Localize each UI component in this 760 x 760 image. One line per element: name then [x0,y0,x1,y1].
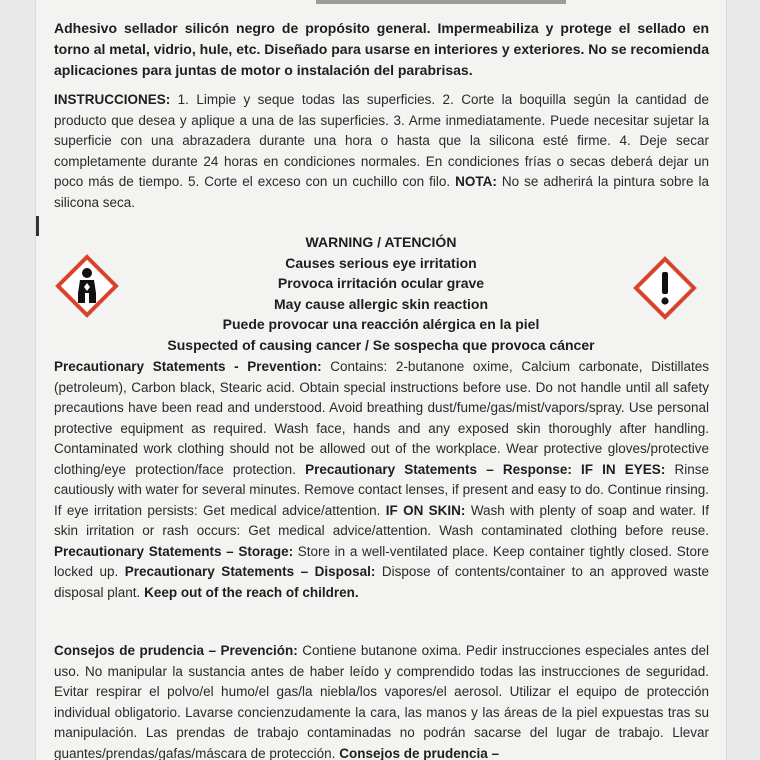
instructions-body: 1. Limpie y seque todas las superficies. 2. Corte la boquilla según la cantidad de producto que desea y aplique a una de las superficies. 3. Arme inmediatamente. Puede necesitar sujetar la superficie con una abrazadera durante una hora o hasta que la silicona esté firme. 4. Deje secar completamente durante 24 horas en condiciones normales. En condiciones frías o secas deberá dejar un poco más de tiempo. 5. Corte el exceso con un cuchillo con filo. [54,92,709,189]
instructions-paragraph [54,90,709,213]
hazard-line-1: Causes serious eye irritation [285,254,477,271]
intro-text: Adhesivo sellador silicón negro de propósito general. Impermeabiliza y protege el sellado en torno al metal, vidrio, hule, etc. Diseñado para usarse en interiores y exteriores. No se recomienda aplicaciones para juntas de motor o instalación del parabrisas. [54,20,709,78]
disposal-text: Dispose of contents/container to an approved waste disposal plant. [54,564,709,600]
hazard-line-3: May cause allergic skin reaction [274,295,488,312]
consejos-tail-label: Consejos de prudencia – [339,745,499,760]
exclamation-icon [632,255,698,321]
warning-block [156,232,606,355]
hazard-line-5: Suspected of causing cancer / Se sospecha que provoca cáncer [167,336,595,353]
response-label: Precautionary Statements – Response: [305,461,572,477]
health-hazard-icon [54,253,120,319]
prevention-label: Precautionary Statements - Prevention: [54,359,322,374]
product-label [36,0,726,760]
storage-label: Precautionary Statements – Storage: [54,543,294,559]
skin-text: Wash with plenty of soap and water. If skin irritation or rash occurs: Get medical advice/attention. Wash contaminated clothing before reuse. [54,502,709,538]
note-label: NOTA: [455,174,497,189]
disposal-label: Precautionary Statements – Disposal: [124,564,376,579]
instructions-heading: INSTRUCCIONES: [54,92,171,107]
children-warning: Keep out of the reach of children. [144,584,359,600]
margin-mark [36,216,39,236]
hazard-line-2: Provoca irritación ocular grave [277,275,485,291]
skin-label: IF ON SKIN: [385,502,466,518]
storage-text: Store in a well-ventilated place. Keep container tightly closed. Store locked up. [54,543,709,579]
warning-title: WARNING / ATENCIÓN [305,234,457,250]
consejos-paragraph [54,641,709,760]
consejos-body: Contiene butanone oxima. Pedir instrucciones especiales antes del uso. No manipular la sustancia antes de haber leído y comprendido todas las instrucciones de seguridad. Evitar respirar el polvo/el humo/el gas/la niebla/los vapores/el aerosol. Utilizar el equipo de protección individual obligatorio. Lavarse concienzudamente la cara, las manos y las áreas de la piel expuestas tras su manipulación. Las prendas de trabajo contaminadas no podrán sacarse del lugar de trabajo. Llevar guantes/prendas/gafas/máscara de protección. [54,643,709,760]
hazard-line-4: Puede provocar una reacción alérgica en la piel [222,316,540,332]
consejos-label: Consejos de prudencia – Prevención: [54,643,298,658]
top-rule [316,0,566,4]
precautionary-statements [54,357,709,603]
eyes-text: Rinse cautiously with water for several minutes. Remove contact lenses, if present and easy to do. Continue rinsing. If eye irritation persists: Get medical advice/attention. [54,461,709,518]
prevention-text: Contains: 2-butanone oxime, Calcium carbonate, Distillates (petroleum), Carbon black, Stearic acid. Obtain special instructions before use. Do not handle until all safety precautions have been read and understood. Avoid breathing dust/fume/gas/mist/vapors/spray. Use personal protective equipment as required. Wash face, hands and any exposed skin thoroughly after handling. Contaminated work clothing should not be allowed out of the workplace. Wear protective gloves/protective clothing/eye protection/face protection. [54,359,709,477]
note-text: No se adherirá la pintura sobre la silicona seca. [54,174,709,210]
eyes-label: IF IN EYES: [581,461,666,477]
